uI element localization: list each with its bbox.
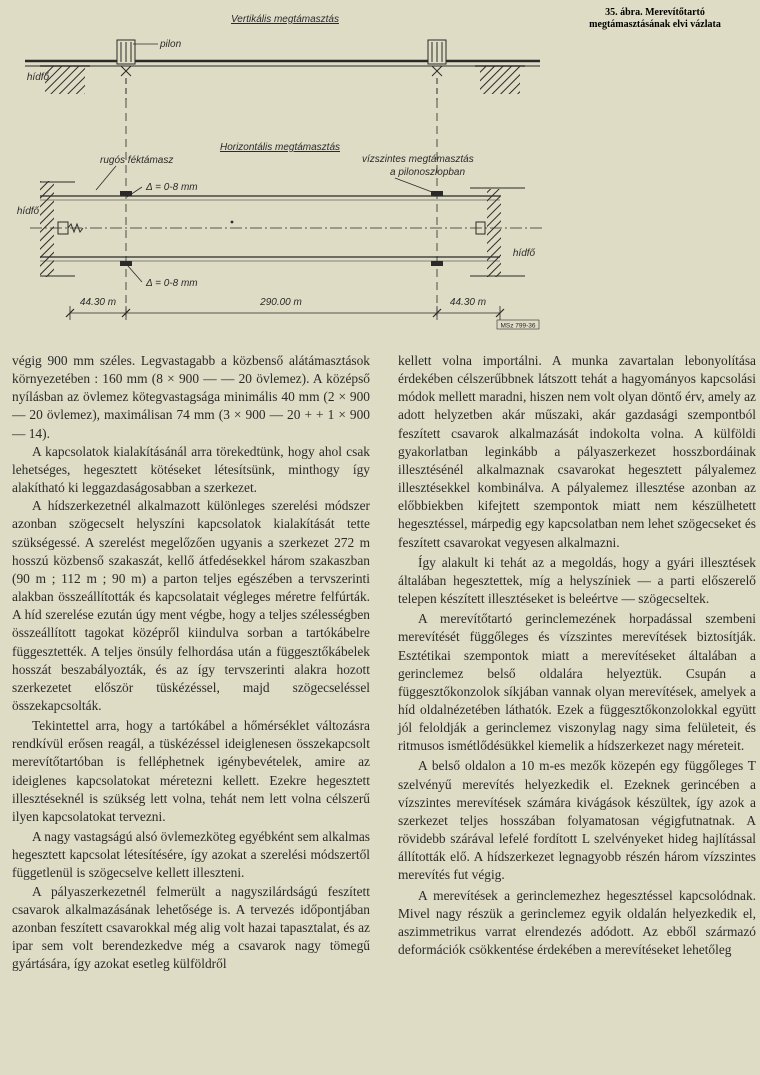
abutment-label-left-top: hídfő	[26, 72, 50, 83]
left-plan-abutment-hatch	[40, 181, 54, 277]
paragraph: Tekintettel arra, hogy a tartókábel a hőmérséklet változásra rendkívül erősen reagál, a tüskézéssel ideiglenesen összekapcsolt merevítőtartóban is felléphetnek igénybevételek, amire az ideiglenes kapcsolatokat méretezni kellett. Ezekre hegesztett illesztéseknél is szükség lett volna, tehát nem lett volna célszerű ilyen kapcsolatokat tervezni.	[12, 718, 370, 824]
delta-label-bottom: Δ = 0-8 mm	[146, 278, 198, 289]
horizontal-support-label-line2: a pilonoszlopban	[390, 167, 466, 178]
vertical-beam	[25, 61, 540, 66]
paragraph: A kapcsolatok kialakításánál arra törekedtünk, hogy ahol csak lehetséges, hegesztett kötéseket létesítsünk, minthogy így alakítható ki leggazdaságosabban a szerkezet.	[12, 443, 370, 496]
abutment-label-right: hídfő	[512, 248, 536, 259]
dimension-left: 44.30 m	[79, 297, 117, 308]
deck-plan-chords	[40, 196, 500, 261]
horizontal-support-title: Horizontális megtámasztás	[219, 142, 341, 153]
paragraph: A merevítések a gerinclemezhez hegesztéssel kapcsolódnak. Mivel nagy részük a gerinclemez egyik oldalán helyezkedik el, aszimmetrikus varrat elrendezés adódott. Az ebből származó deformációk csökkentése érdekében a merevítéseket lehetőleg	[398, 887, 756, 957]
right-plan-abutment-hatch	[487, 189, 501, 277]
pylon-label: pilon	[160, 39, 182, 50]
bridge-support-diagram	[0, 0, 760, 345]
right-abutment-hatch	[480, 66, 520, 94]
dimension-line	[66, 306, 504, 320]
pylon-bearing-right	[431, 191, 443, 266]
paragraph: A belső oldalon a 10 m-es mezők közepén egy függőleges T szelvényű merevítés helyezkedik el. Ezeknek gerincében a vízszintes merevítések számára kivágások készültek, így azok a szerkezet teljes hosszában folyamatosan végigfutnatnak. A rövidebb szárával lefelé fordított L szelvényeket hideg hajlítással állították elő. A hídszerkezet legnagyobb részén három vízszintes merevítés fut végig.	[398, 758, 756, 883]
left-abutment-hatch	[45, 66, 85, 94]
pylon-bearing-left	[120, 191, 132, 266]
dimension-right: 44.30 m	[449, 297, 487, 308]
abutment-label-left: hídfő	[16, 206, 40, 217]
pylon-left	[117, 40, 135, 100]
figure-caption-line1: 35. ábra. Merevítőtartó	[605, 7, 705, 18]
paragraph: A hídszerkezetnél alkalmazott különleges szerelési módszer azonban szögecselt helyszíni kapcsolatok kialakítását tette szükségessé. A szerelést megelőzően ugyanis a szerkezet 272 m hosszú közbenső szakaszát, kellő átfedésekkel három szakaszban (90 m ; 112 m ; 90 m) a parton teljes egészében a tervszerinti alakban összeállították és kapcsolatait végleges méretre felfúrták. A híd szerelése ezután úgy ment végbe, hogy a teljes szélességben összeállított tagokat középről kiindulva sorban a tartókábelre függesztették. A teljes önsúly felhordása után a függesztőkábelek hosszát beszabályozták, és az így tervszerinti alakra hozott szerkezetet először tüskézéssel, majd szögecseléssel összekapcsolták.	[12, 498, 370, 713]
vertical-support-title: Vertikális megtámasztás	[231, 14, 339, 25]
left-text-column	[12, 352, 370, 973]
paragraph: A pályaszerkezetnél felmerült a nagyszilárdságú feszített csavarok alkalmazásának lehetősége is. A tervezés időpontjában azonban feszített csavarokkal még alig volt hazai tapasztalat, és az ipar sem volt berendezkedve még a csavarok nagy tömegű gyártására, így azokat esetleg külföldről	[12, 883, 370, 972]
paragraph: Így alakult ki tehát az a megoldás, hogy a gyári illesztések általában hegesztettek, míg a helyszíniek — a parti előszerelő telepen készített illesztéseket is beleértve — szögecseltek.	[398, 554, 756, 607]
paragraph: végig 900 mm széles. Legvastagabb a közbenső alátámasztások környezetében : 160 mm (8 × 900 — — 20 övlemez). A középső nyílásban az övlemez kötegvastagsága minimális 40 mm (2 × 900 — 20 övlemez), maximálisan 74 mm (3 × 900 — 20 + + 1 × 900 — 14).	[12, 353, 370, 441]
axis-lines	[30, 100, 545, 320]
paragraph: A merevítőtartó gerinclemezének horpadással szembeni merevítését függőleges és vízszintes merevítések biztosítják. Esztétikai szempontok miatt a merevítéseket általában a gerinclemez belső oldalára helyeztük. Csupán a függesztőkonzolok síkjában vannak olyan merevítések, amelyek a híd oldalnézetében láthatók. Ezek a függesztőkonzolokkal együtt jól feloldják a gerinclemez viszonylag nagy sima felületeit, és ritmusos ismétlődésükkel kiemelik a hídszerkezet nagy méreteit.	[398, 611, 756, 754]
dimension-center: 290.00 m	[260, 297, 302, 308]
paragraph: kellett volna importálni. A munka zavartalan lebonyolítása érdekében célszerűbbnek látszott tehát a hagyományos kapcsolási módok mellett maradni, hiszen nem volt olyan döntő érv, amely az adott helyzetben akár műszaki, akár gazdasági szempontból feszített csavarok alkalmazását indokolta volna. A külföldi gyakorlatban leginkább a pályaszerkezet hosszbordáinak illesztésénél alkalmaznak csavarokat hegesztett pályalemez illesztésekkel kombinálva. A pályalemez illesztése azonban az előbbiekben kifejtett szempontok miatt nem készülhetett hegesztéssel, márpedig egy kapcsolatban nem lehet szögecseket és feszített csavarokat vegyesen alkalmazni.	[398, 353, 756, 550]
delta-label-top: Δ = 0-8 mm	[146, 182, 198, 193]
pylon-right	[428, 40, 446, 100]
figure-caption-line2: megtámasztásának elvi vázlata	[589, 19, 721, 30]
paragraph: A nagy vastagságú alsó övlemezköteg egyébként sem alkalmas hegesztett kapcsolat létesítésére, így azokat a szerelési módszertől függetlenül is szögecselve kellett illeszteni.	[12, 829, 371, 881]
figure-code: MSz 799-36	[500, 322, 536, 330]
horizontal-support-label-line1: vízszintes megtámasztás	[362, 154, 474, 165]
right-text-column	[398, 352, 756, 959]
spring-brake-label: rugós féktámasz	[100, 155, 174, 166]
